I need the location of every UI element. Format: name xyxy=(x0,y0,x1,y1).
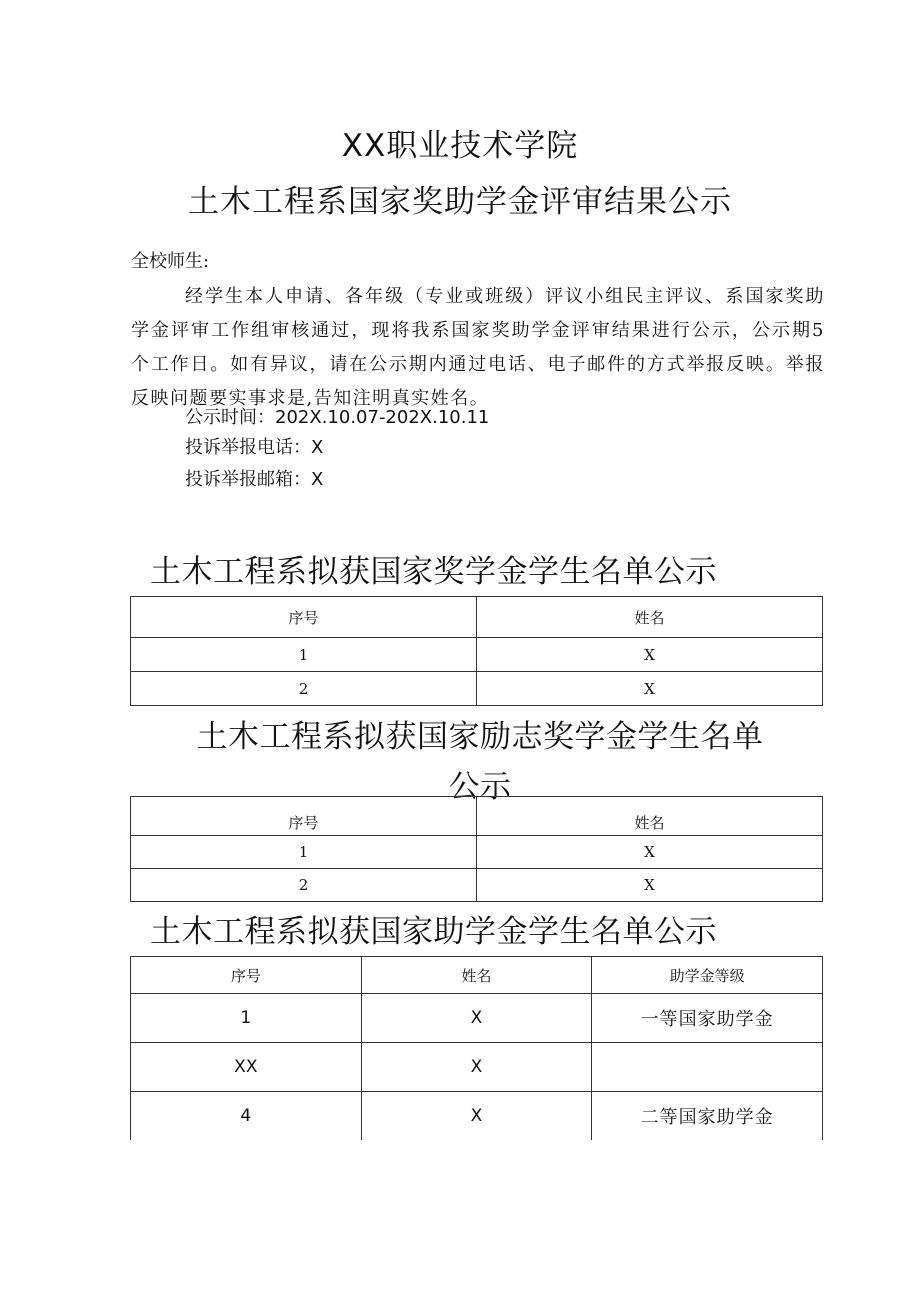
notice-period xyxy=(185,404,489,432)
header-cell-level: 助学金等级 xyxy=(592,957,823,994)
complaint-email xyxy=(185,466,323,494)
cell-level: 二等国家助学金 xyxy=(592,1092,823,1141)
period-value: 202X.10.07-202X.10.11 xyxy=(275,407,490,428)
table-header-row xyxy=(131,797,823,836)
header-cell-name: 姓名 xyxy=(477,597,823,638)
cell-name: X xyxy=(477,836,823,869)
cell-index: 2 xyxy=(131,869,477,902)
cell-index: 2 xyxy=(131,672,477,706)
cell-level xyxy=(592,1043,823,1092)
table-row xyxy=(131,836,823,869)
cell-name: X xyxy=(361,1092,592,1141)
notice-paragraph: 经学生本人申请、各年级（专业或班级）评议小组民主评议、系国家奖助学金评审工作组审核通过，现将我系国家奖助学金评审结果进行公示，公示期5个工作日。如有异议，请在公示期内通过电话、电子邮件的方式举报反映。举报反映问题要实事求是,告知注明真实姓名。 xyxy=(131,286,825,409)
period-label: 公示时间： xyxy=(185,407,275,428)
encouragement-title-line2: 公示 xyxy=(448,769,512,805)
greeting: 全校师生: xyxy=(131,251,210,272)
header-cell-name: 姓名 xyxy=(361,957,592,994)
cell-index: 4 xyxy=(131,1092,362,1141)
header-cell-name: 姓名 xyxy=(477,797,823,836)
encouragement-table xyxy=(130,796,823,902)
table-row xyxy=(131,869,823,902)
grant-section-title: 土木工程系拟获国家助学金学生名单公示 xyxy=(150,914,717,950)
cell-name: X xyxy=(477,672,823,706)
table-row xyxy=(131,672,823,706)
cell-index: 1 xyxy=(131,836,477,869)
table-header-row xyxy=(131,597,823,638)
header-cell-index: 序号 xyxy=(131,957,362,994)
scholarship-section-title: 土木工程系拟获国家奖学金学生名单公示 xyxy=(150,554,717,590)
header-cell-index: 序号 xyxy=(131,597,477,638)
email-label: 投诉举报邮箱： xyxy=(185,469,311,490)
grant-table xyxy=(130,956,823,1140)
cell-name: X xyxy=(477,869,823,902)
header-cell-index: 序号 xyxy=(131,797,477,836)
encouragement-title-line1: 土木工程系拟获国家励志奖学金学生名单 xyxy=(196,719,764,755)
cell-name: X xyxy=(361,994,592,1043)
table-row xyxy=(131,1092,823,1141)
table-row xyxy=(131,994,823,1043)
table-row xyxy=(131,1043,823,1092)
scholarship-table xyxy=(130,596,823,706)
phone-label: 投诉举报电话： xyxy=(185,437,311,458)
table-row xyxy=(131,638,823,672)
cell-index: 1 xyxy=(131,638,477,672)
cell-index: 1 xyxy=(131,994,362,1043)
page-title: 土木工程系国家奖助学金评审结果公示 xyxy=(188,184,732,220)
cell-level: 一等国家助学金 xyxy=(592,994,823,1043)
school-name: XX职业技术学院 xyxy=(341,128,579,164)
phone-value: X xyxy=(311,437,324,458)
cell-name: X xyxy=(361,1043,592,1092)
email-value: X xyxy=(311,469,324,490)
cell-index: XX xyxy=(131,1043,362,1092)
cell-name: X xyxy=(477,638,823,672)
complaint-phone xyxy=(185,434,323,462)
table-header-row xyxy=(131,957,823,994)
